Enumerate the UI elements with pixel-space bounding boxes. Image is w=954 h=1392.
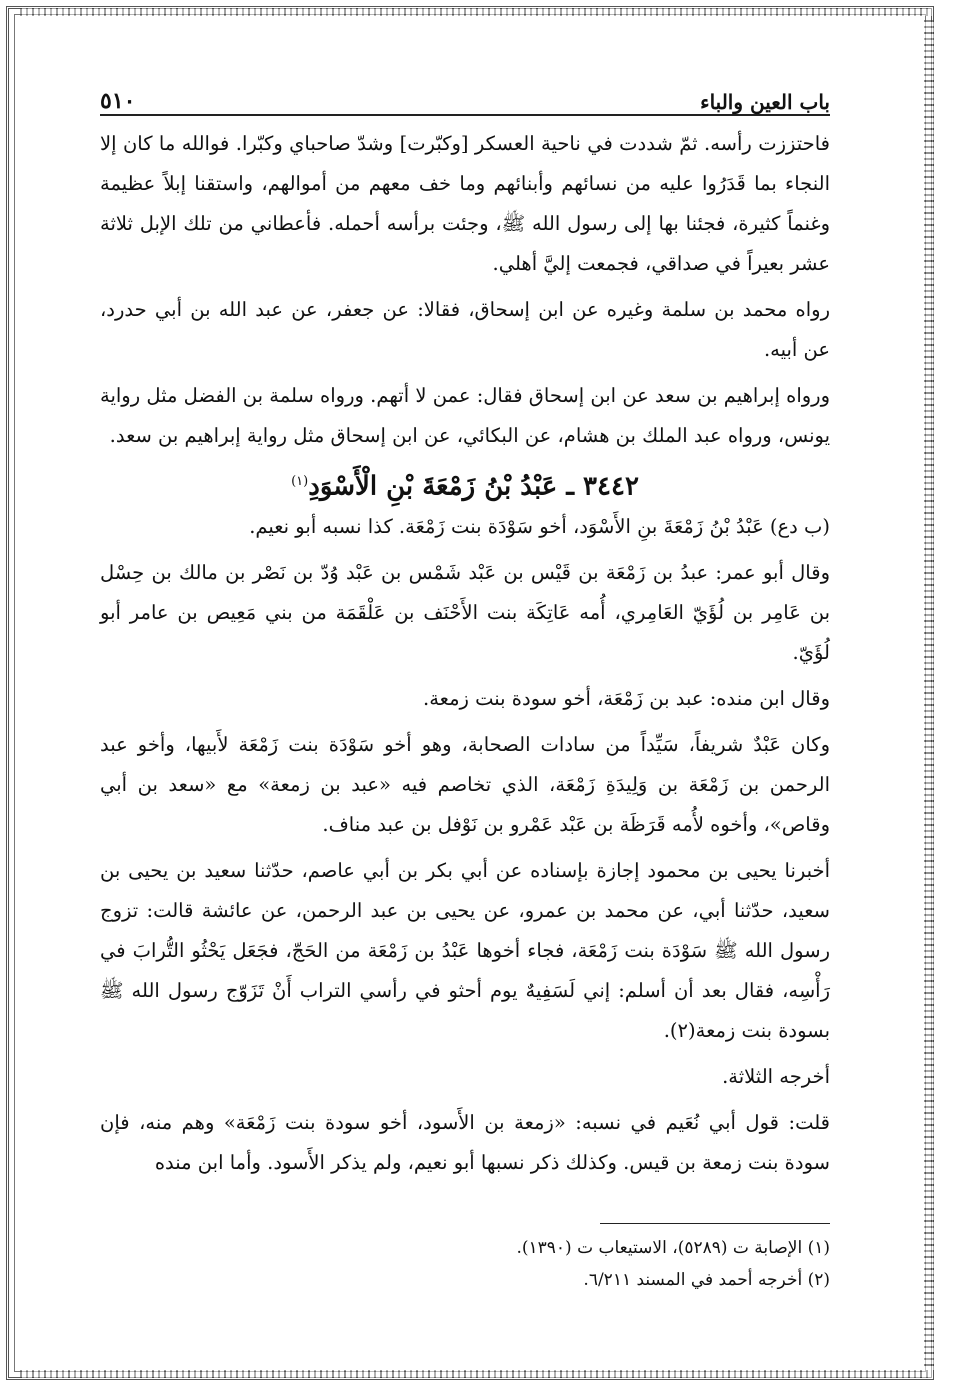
chapter-title: باب العين والباء bbox=[700, 90, 830, 114]
paragraph: وقال أبو عمر: عبدُ بن زَمْعَة بن قَيْس بن عَبْد شَمْس بن عَبْد وُدّ بن نَصْر بن مالك بن حِسْل بن عَامِر بن لُؤَيّ العَامِري، أُمه عَاتِكَة بنت الأَحْنَف بن عَلْقَمَة من بني مَعِيص بن عامر أبو لُؤَيّ. bbox=[100, 560, 830, 664]
paragraph: وكان عَبْدٌ شريفاً، سَيِّداً من سادات الصحابة، وهو أخو سَوْدَة بنت زَمْعَة لأَبيها، وأخو عبد الرحمن بن زَمْعَة بن وَلِيدَةِ زَمْعَة، الذي تخاصم فيه «عبد بن زمعة» مع «سعد بن أبي وقاص»، وأخوه لأُمه قَرَظَة بن عَبْد عَمْرو بن نَوْفل بن عبد مناف. bbox=[100, 732, 830, 836]
footnote-marker: (١) bbox=[291, 474, 309, 489]
paragraph: (ب دع) عَبْدُ بْنُ زَمْعَةَ بنِ الأَسْوَد، أخو سَوْدَة بنت زَمْعَة. كذا نسبه أبو نعيم. bbox=[249, 514, 830, 538]
page-number: ٥١٠ bbox=[100, 88, 136, 114]
paragraph: ورواه إبراهيم بن سعد عن ابن إسحاق فقال: عمن لا أتهم. ورواه سلمة بن الفضل مثل رواية يونس، ورواه عبد الملك بن هشام، عن البكائي، عن ابن إسحاق مثل رواية إبراهيم بن سعد. bbox=[100, 384, 830, 447]
footnotes bbox=[100, 1223, 830, 1296]
paragraph: فاحتززت رأسه. ثمّ شددت في ناحية العسكر [وكبّرت] وشدّ صاحباي وكبّرا. فوالله ما كان إلا النجاء بما قَدَرُوا عليه من نسائهم وأبنائهم وما خف معهم من أموالهم، واستقنا إبلاً عظيمة وغنماً كثيرة، فجئنا بها إلى رسول الله ﷺ، وجئت برأسه أحمله. فأعطاني من تلك الإبل ثلاثة عشر بعيراً في صداقي، فجمعت إليَّ أهلي. bbox=[100, 132, 830, 275]
paragraph: قلت: قول أبي نُعَيم في نسبه: «زمعة بن الأَسود، أخو سودة بنت زَمْعَة» وهم منه، فإن سودة بنت زمعة بن قيس. وكذلك ذكر نسبها أبو نعيم، ولم يذكر الأَسود. وأما ابن منده bbox=[100, 1110, 830, 1174]
entry-heading bbox=[100, 462, 830, 507]
book-page bbox=[100, 76, 830, 1296]
footnote: (٢) أخرجه أحمد في المسند ٦/٢١١. bbox=[583, 1269, 830, 1290]
footnote-divider bbox=[600, 1223, 830, 1224]
entry-title: ٣٤٤٢ ـ عَبْدُ بْنُ زَمْعَةَ بْنِ الْأَسْوَدِ bbox=[308, 471, 639, 502]
ornament-top bbox=[20, 8, 932, 16]
paragraph: أخبرنا يحيى بن محمود إجازة بإسناده عن أبي بكر بن أبي عاصم، حدّثنا سعيد بن يحيى بن سعيد، حدّثنا أبي، عن محمد بن عمرو، عن يحيى بن عبد الرحمن، عن عائشة قالت: تزوج رسول الله ﷺ سَوْدَة بنت زَمْعَة، فجاء أخوها عَبْدُ بن زَمْعَة من الحَجّ، فجَعَل يَحْثُو التُّرابَ في رَأْسِه، فقال بعد أن أسلم: إني لَسَفِيهٌ يوم أحثو في رأسي التراب أَنْ تَزَوّج رسول الله ﷺ بسودة بنت زمعة(٢). bbox=[100, 858, 830, 1042]
ornament-right bbox=[924, 20, 934, 1370]
running-header bbox=[100, 76, 830, 116]
paragraph: وقال ابن منده: عبد بن زَمْعَة، أخو سودة بنت زمعة. bbox=[423, 686, 830, 710]
footnote: (١) الإصابة ت (٥٢٨٩)، الاستيعاب ت (١٣٩٠). bbox=[516, 1237, 830, 1258]
ornament-bottom bbox=[20, 1370, 932, 1378]
paragraph: رواه محمد بن سلمة وغيره عن ابن إسحاق، فقالا: عن جعفر، عن عبد الله بن أبي حدرد، عن أبيه. bbox=[100, 298, 830, 361]
paragraph: أخرجه الثلاثة. bbox=[722, 1064, 830, 1088]
